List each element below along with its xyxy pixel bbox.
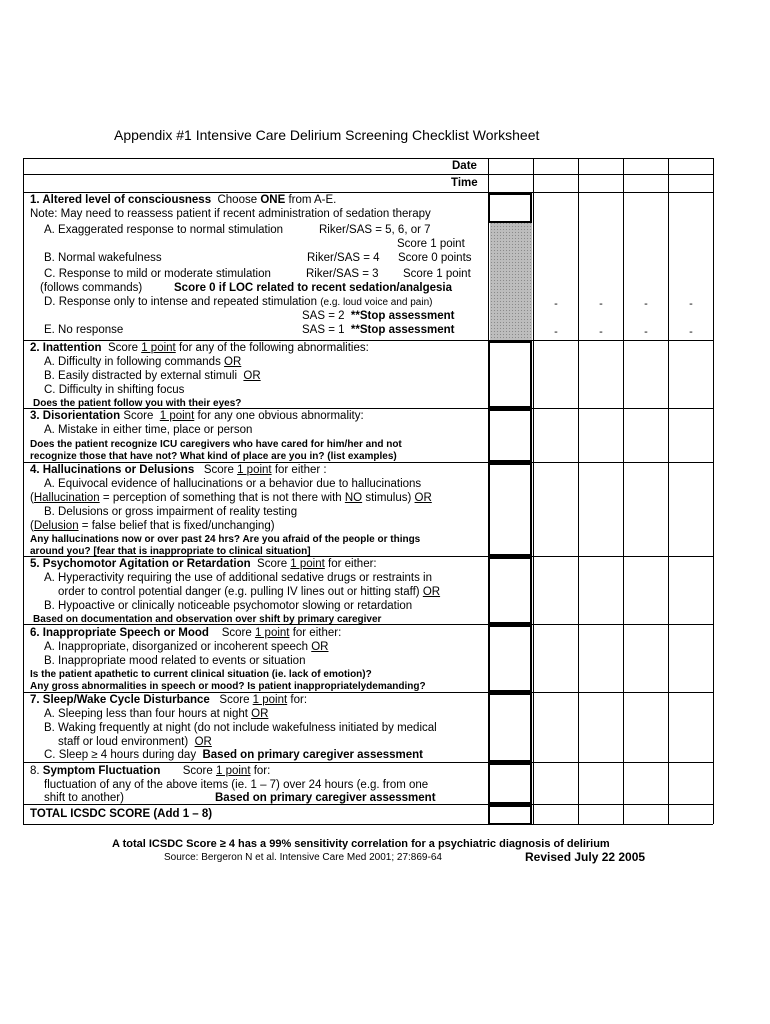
total-label: TOTAL ICSDC SCORE (Add 1 – 8) [30, 808, 213, 820]
dash-mark: - [644, 298, 648, 310]
s8-line-2: shift to another) [44, 792, 124, 804]
s1-heading: 1. Altered level of consciousness Choose ONE from A-E. [30, 194, 337, 206]
dash-mark: - [599, 298, 603, 310]
grid-line [23, 158, 713, 159]
score-box-4[interactable] [488, 463, 532, 556]
dash-mark: - [554, 298, 558, 310]
s1-option-b-score: Score 0 points [398, 252, 472, 264]
s5-option-b: B. Hypoactive or clinically noticeable psychomotor slowing or retardation [44, 600, 413, 612]
s5-heading: 5. Psychomotor Agitation or Retardation Score 1 point for either: [30, 558, 377, 570]
grid-line [623, 158, 624, 824]
shaded-cell [490, 222, 532, 340]
score-box-1[interactable] [488, 193, 532, 223]
s6-question-2: Any gross abnormalities in speech or mood? Is patient inappropriatelydemanding? [30, 681, 426, 692]
s1-option-a-score: Score 1 point [397, 238, 465, 250]
grid-line [23, 824, 713, 825]
s1-option-c: C. Response to mild or moderate stimulation [44, 268, 271, 280]
time-label: Time [451, 177, 478, 189]
grid-line [23, 762, 713, 763]
s7-option-b-2: staff or loud environment) OR [58, 736, 212, 748]
s7-option-a: A. Sleeping less than four hours at night OR [44, 708, 269, 720]
grid-line [23, 158, 24, 824]
s1-option-e-stop: SAS = 1 **Stop assessment [302, 324, 455, 336]
s1-option-c-riker: Riker/SAS = 3 [306, 268, 379, 280]
s6-option-a: A. Inappropriate, disorganized or incoherent speech OR [44, 641, 329, 653]
s3-heading: 3. Disorientation Score 1 point for any one obvious abnormality: [30, 410, 364, 422]
score-box-2[interactable] [488, 341, 532, 408]
s1-option-c-follows: (follows commands) [40, 282, 143, 294]
s4-heading: 4. Hallucinations or Delusions Score 1 point for either : [30, 464, 327, 476]
score-box-8[interactable] [488, 763, 532, 804]
s5-option-a-2: order to control potential danger (e.g. pulling IV lines out or hitting staff) OR [58, 586, 441, 598]
dash-mark: - [689, 298, 693, 310]
s4-question-2: around you? [fear that is inappropriate to clinical situation] [30, 546, 311, 557]
s7-heading: 7. Sleep/Wake Cycle Disturbance Score 1 point for: [30, 694, 308, 706]
grid-line [23, 192, 713, 193]
grid-line [23, 340, 713, 341]
s7-option-c: C. Sleep ≥ 4 hours during day Based on primary caregiver assessment [44, 749, 424, 761]
s2-option-a: A. Difficulty in following commands OR [44, 356, 242, 368]
dash-mark: - [599, 326, 603, 338]
s2-option-b: B. Easily distracted by external stimuli OR [44, 370, 261, 382]
s8-heading: 8. Symptom Fluctuation Score 1 point for: [30, 765, 271, 777]
s1-option-c-score: Score 1 point [403, 268, 471, 280]
s4-delusion-def: (Delusion = false belief that is fixed/unchanging) [30, 520, 275, 532]
s7-option-b-1: B. Waking frequently at night (do not include wakefulness initiated by medical [44, 722, 437, 734]
grid-line [533, 158, 534, 824]
s8-note: Based on primary caregiver assessment [215, 792, 436, 804]
s6-option-b: B. Inappropriate mood related to events or situation [44, 655, 306, 667]
grid-line [23, 174, 713, 175]
s3-option-a: A. Mistake in either time, place or person [44, 424, 253, 436]
s3-question-1: Does the patient recognize ICU caregivers who have cared for him/her and not [30, 439, 402, 450]
s6-question-1: Is the patient apathetic to current clinical situation (ie. lack of emotion)? [30, 669, 372, 680]
s1-option-d: D. Response only to intense and repeated stimulation (e.g. loud voice and pain) [44, 296, 433, 308]
score-box-7[interactable] [488, 693, 532, 762]
grid-line [668, 158, 669, 824]
s4-option-a: A. Equivocal evidence of hallucinations or a behavior due to hallucinations [44, 478, 422, 490]
s8-line-1: fluctuation of any of the above items (ie. 1 – 7) over 24 hours (e.g. from one [44, 779, 429, 791]
s1-option-c-note: Score 0 if LOC related to recent sedation/analgesia [174, 282, 453, 294]
dash-mark: - [689, 326, 693, 338]
score-box-5[interactable] [488, 557, 532, 624]
s2-option-c: C. Difficulty in shifting focus [44, 384, 185, 396]
s1-option-d-stop: SAS = 2 **Stop assessment [302, 310, 455, 322]
s1-option-b-riker: Riker/SAS = 4 [307, 252, 380, 264]
s4-hallucination-def: (Hallucination = perception of something that is not there with NO stimulus) OR [30, 492, 432, 504]
s4-question-1: Any hallucinations now or over past 24 hrs? Are you afraid of the people or things [30, 534, 421, 545]
s5-question: Based on documentation and observation over shift by primary caregiver [33, 614, 382, 625]
footer-revised: Revised July 22 2005 [525, 850, 646, 864]
dash-mark: - [644, 326, 648, 338]
s3-question-2: recognize those that have not? What kind of place are you in? (list examples) [30, 451, 397, 462]
s1-option-e: E. No response [44, 324, 124, 336]
s1-option-a-riker: Riker/SAS = 5, 6, or 7 [319, 224, 431, 236]
s2-heading: 2. Inattention Score 1 point for any of the following abnormalities: [30, 342, 369, 354]
s1-note: Note: May need to reassess patient if recent administration of sedation therapy [30, 208, 431, 220]
score-box-6[interactable] [488, 625, 532, 692]
dash-mark: - [554, 326, 558, 338]
total-score-box[interactable] [488, 805, 532, 825]
grid-line [713, 158, 714, 824]
s4-option-b: B. Delusions or gross impairment of reality testing [44, 506, 298, 518]
s1-option-b: B. Normal wakefulness [44, 252, 162, 264]
s2-question: Does the patient follow you with their eyes? [33, 398, 242, 409]
s6-heading: 6. Inappropriate Speech or Mood Score 1 point for either: [30, 627, 342, 639]
footer-note: A total ICSDC Score ≥ 4 has a 99% sensitivity correlation for a psychiatric diagnosis of delirium [112, 838, 610, 850]
page-title: Appendix #1 Intensive Care Delirium Screening Checklist Worksheet [114, 127, 540, 143]
grid-line [578, 158, 579, 824]
footer-source: Source: Bergeron N et al. Intensive Care Med 2001; 27:869-64 [164, 852, 442, 863]
s1-option-a: A. Exaggerated response to normal stimulation [44, 224, 284, 236]
date-label: Date [452, 160, 477, 172]
score-box-3[interactable] [488, 409, 532, 462]
s5-option-a-1: A. Hyperactivity requiring the use of additional sedative drugs or restraints in [44, 572, 433, 584]
